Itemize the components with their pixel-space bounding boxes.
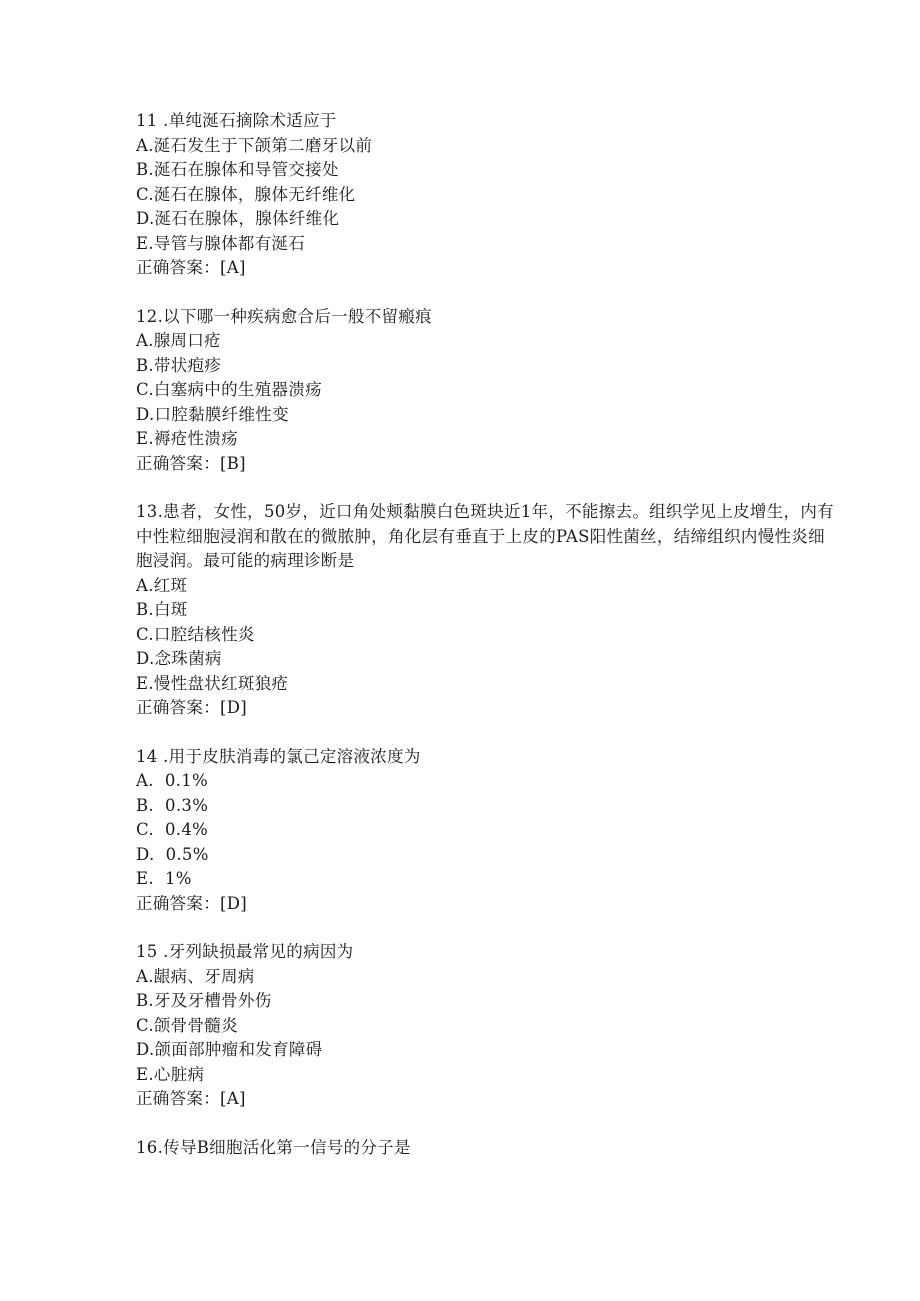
option-c: C. 0.4% xyxy=(136,820,209,839)
question-stem: 16.传导B细胞活化第一信号的分子是 xyxy=(136,1137,411,1157)
option-a: A.红斑 xyxy=(136,575,188,595)
correct-answer: 正确答案：[A] xyxy=(136,1089,246,1108)
document-page xyxy=(136,109,836,1184)
correct-answer: 正确答案：[D] xyxy=(136,698,248,717)
question-14 xyxy=(136,745,836,917)
option-b: B.带状疱疹 xyxy=(136,355,222,375)
option-e: E.导管与腺体都有涎石 xyxy=(136,233,306,253)
option-a: A.涎石发生于下颌第二磨牙以前 xyxy=(136,135,373,155)
question-15 xyxy=(136,940,836,1112)
option-a: A.腺周口疮 xyxy=(136,331,221,350)
correct-answer: 正确答案：[D] xyxy=(136,893,248,913)
correct-answer: 正确答案：[A] xyxy=(136,258,246,277)
option-e: E.慢性盘状红斑狼疮 xyxy=(136,673,289,693)
option-b: B.牙及牙槽骨外伤 xyxy=(136,991,272,1010)
question-stem: 14 .用于皮肤消毒的氯己定溶液浓度为 xyxy=(136,746,421,766)
question-13 xyxy=(136,500,836,721)
question-stem: 15 .牙列缺损最常见的病因为 xyxy=(136,942,354,961)
option-e: E.褥疮性溃疡 xyxy=(136,429,238,448)
question-11 xyxy=(136,109,836,281)
option-e: E. 1% xyxy=(136,869,192,888)
option-d: D.念珠菌病 xyxy=(136,649,222,668)
option-a: A.龈病、牙周病 xyxy=(136,966,255,986)
question-16 xyxy=(136,1136,836,1161)
question-stem: 13.患者，女性，50岁，近口角处颊黏膜白色斑块近1年，不能擦去。组织学见上皮增生，内有中性粒细胞浸润和散在的微脓肿，角化层有垂直于上皮的PAS阳性菌丝，结缔组织内慢性炎细胞浸润。最可能的病理诊断是 xyxy=(136,502,834,570)
option-d: D.口腔黏膜纤维性变 xyxy=(136,404,289,424)
question-stem: 12.以下哪一种疾病愈合后一般不留瘢痕 xyxy=(136,306,432,326)
option-c: C.涎石在腺体，腺体无纤维化 xyxy=(136,184,356,204)
option-b: B. 0.3% xyxy=(136,795,209,815)
option-d: D.颌面部肿瘤和发育障碍 xyxy=(136,1040,323,1059)
question-12 xyxy=(136,305,836,477)
correct-answer: 正确答案：[B] xyxy=(136,453,246,473)
option-b: B.白斑 xyxy=(136,600,188,619)
option-d: D.涎石在腺体，腺体纤维化 xyxy=(136,209,340,228)
option-c: C.口腔结核性炎 xyxy=(136,624,255,644)
question-stem: 11 .单纯涎石摘除术适应于 xyxy=(136,111,337,130)
option-a: A. 0.1% xyxy=(136,771,208,790)
option-d: D. 0.5% xyxy=(136,844,209,864)
option-c: C.颌骨骨髓炎 xyxy=(136,1015,238,1035)
option-b: B.涎石在腺体和导管交接处 xyxy=(136,160,339,179)
option-c: C.白塞病中的生殖器溃疡 xyxy=(136,380,322,399)
option-e: E.心脏病 xyxy=(136,1064,205,1084)
